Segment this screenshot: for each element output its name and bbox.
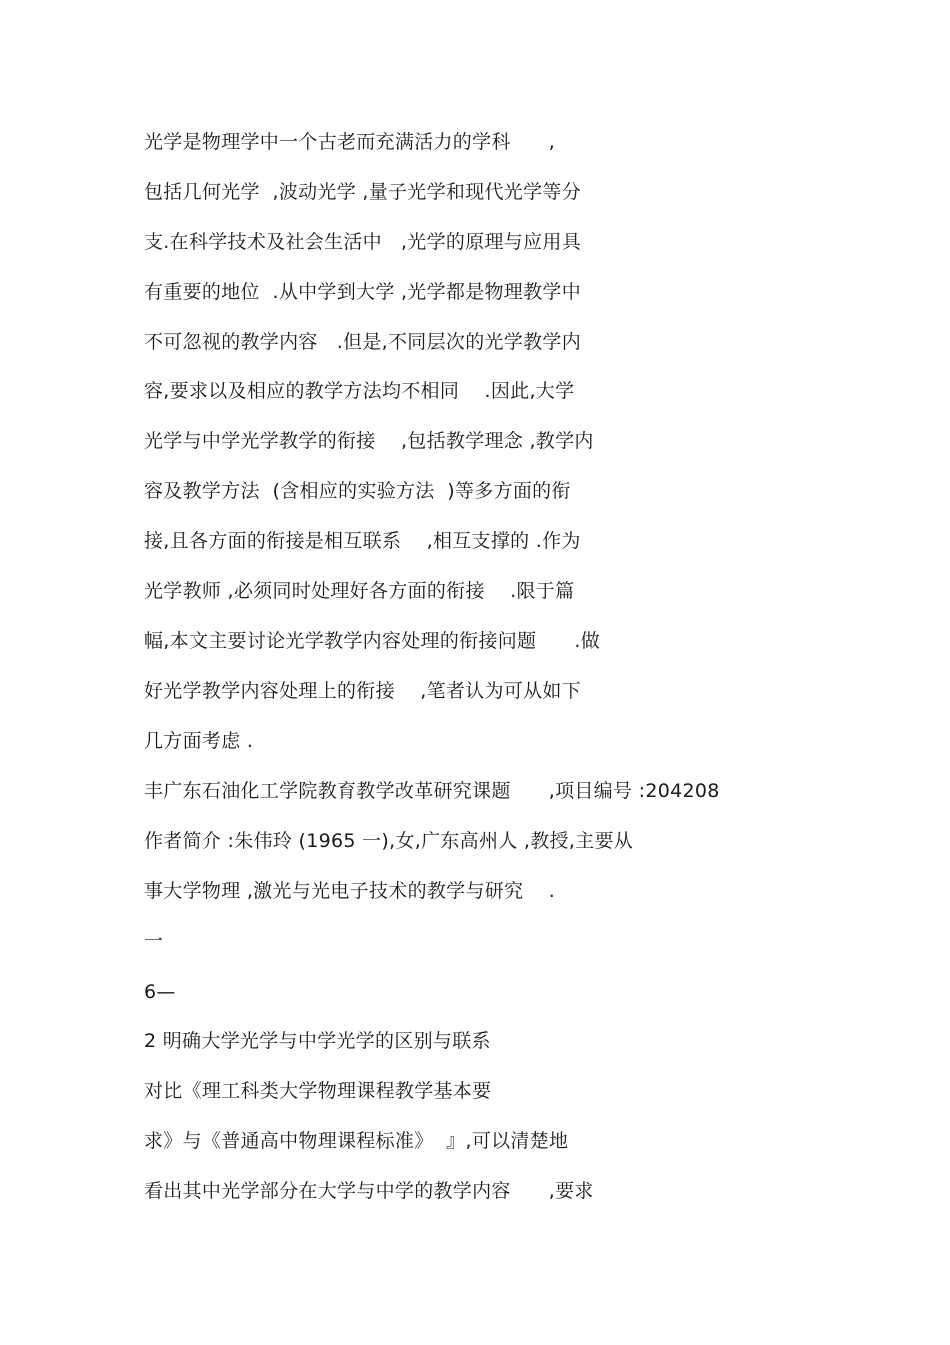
page-marker-dash: 一: [144, 930, 164, 952]
text-line: 包括几何光学 ,波动光学 ,量子光学和现代光学等分: [144, 181, 581, 203]
text-line: 好光学教学内容处理上的衔接 ,笔者认为可从如下: [144, 680, 581, 702]
text-line: 对比《理工科类大学物理课程教学基本要: [144, 1080, 492, 1102]
text-line: 光学是物理学中一个古老而充满活力的学科 ,: [144, 131, 556, 153]
text-line: 支.在科学技术及社会生活中 ,光学的原理与应用具: [144, 231, 581, 253]
text-line: 求》与《普通高中物理课程标准》 』,可以清楚地: [144, 1130, 569, 1152]
text-line: 容,要求以及相应的教学方法均不相同 .因此,大学: [144, 380, 575, 402]
text-line: 不可忽视的教学内容 .但是,不同层次的光学教学内: [144, 331, 581, 353]
text-line: 有重要的地位 .从中学到大学 ,光学都是物理教学中: [144, 281, 581, 303]
footnote-author-cont: 事大学物理 ,激光与光电子技术的教学与研究 .: [144, 880, 556, 902]
page-number: 6—: [144, 981, 176, 1003]
text-line: 幅,本文主要讨论光学教学内容处理的衔接问题 .做: [144, 630, 601, 652]
text-line: 光学与中学光学教学的衔接 ,包括教学理念 ,教学内: [144, 430, 594, 452]
text-line: 看出其中光学部分在大学与中学的教学内容 ,要求: [144, 1180, 594, 1202]
text-line: 容及教学方法 (含相应的实验方法 )等多方面的衔: [144, 480, 571, 502]
footnote-project: 丰广东石油化工学院教育教学改革研究课题 ,项目编号 :204208: [144, 780, 720, 802]
text-line: 几方面考虑 .: [144, 730, 254, 752]
section-heading: 2 明确大学光学与中学光学的区别与联系: [144, 1030, 491, 1052]
text-line: 光学教师 ,必须同时处理好各方面的衔接 .限于篇: [144, 580, 575, 602]
footnote-author: 作者简介 :朱伟玲 (1965 一),女,广东高州人 ,教授,主要从: [144, 830, 634, 852]
text-line: 接,且各方面的衔接是相互联系 ,相互支撑的 .作为: [144, 530, 581, 552]
